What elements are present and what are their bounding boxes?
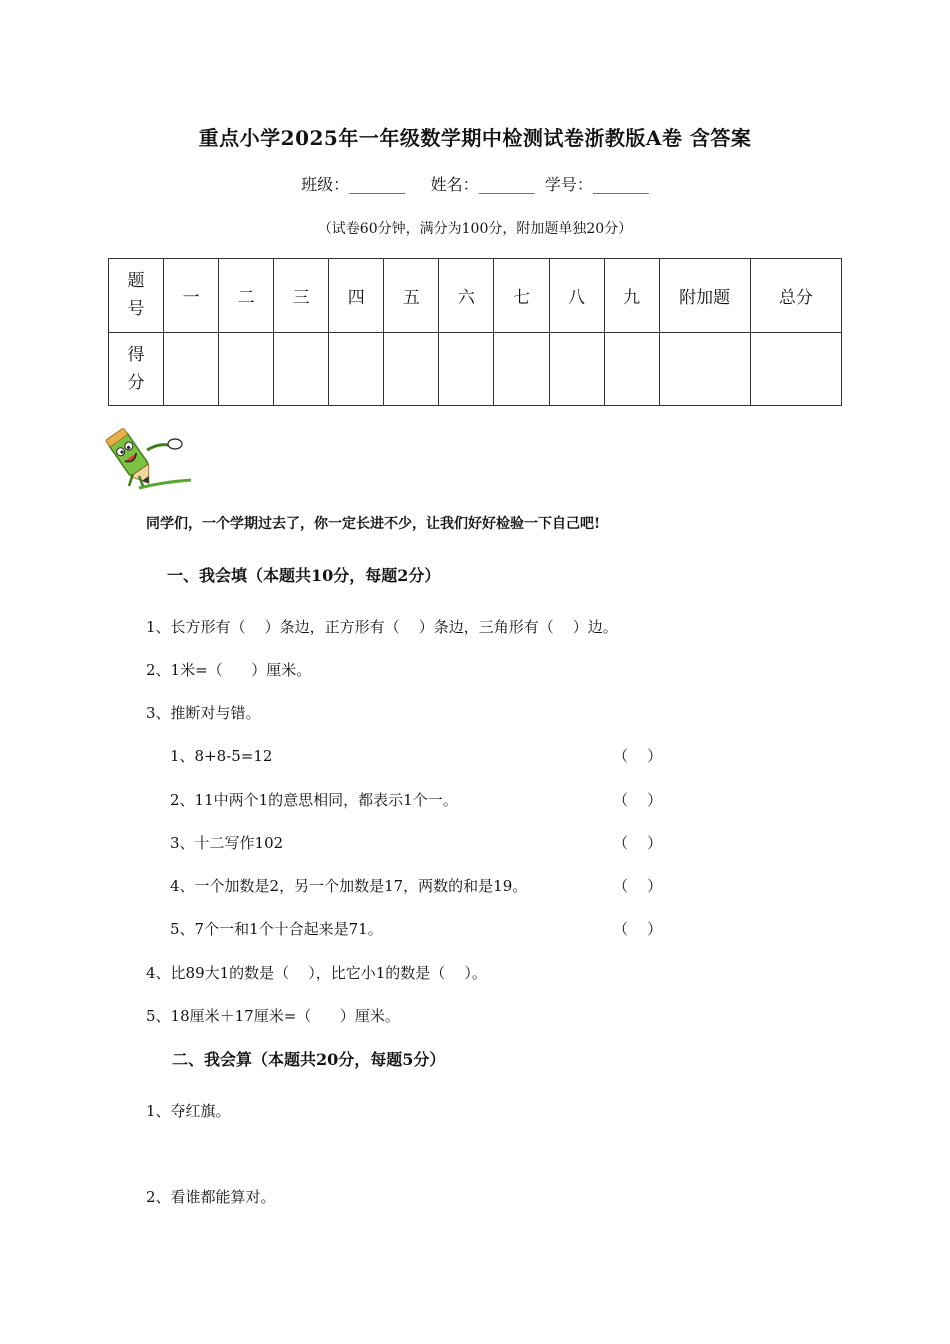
score-table-column-header: 三 — [274, 259, 329, 333]
id-label: 学号： — [544, 175, 593, 194]
score-table-column-header: 总分 — [750, 259, 841, 333]
score-table-column-header: 六 — [439, 259, 494, 333]
name-blank: _______ — [478, 175, 535, 194]
score-table-column-header: 一 — [164, 259, 219, 333]
judge-item-5: 5、7个一和1个十合起来是71。 — [170, 920, 383, 938]
id-blank: _______ — [592, 175, 649, 194]
pencil-mascot-icon — [103, 424, 193, 494]
class-label: 班级： — [301, 175, 350, 194]
question-1-3: 3、推断对与错。 — [146, 704, 261, 722]
intro-text: 同学们，一个学期过去了，你一定长进不少，让我们好好检验一下自己吧! — [146, 516, 601, 532]
score-table-column-header: 二 — [219, 259, 274, 333]
score-table-column-header: 四 — [329, 259, 384, 333]
judge-item-2: 2、11中两个1的意思相同，都表示1个一。 — [170, 791, 458, 809]
score-cell[interactable] — [384, 332, 439, 406]
score-table-row-header: 得分 — [109, 332, 164, 406]
score-table-score-row — [109, 332, 842, 406]
score-cell[interactable] — [164, 332, 219, 406]
question-1-2: 2、1米=（ ）厘米。 — [146, 661, 312, 679]
score-cell[interactable] — [604, 332, 659, 406]
judge-answer-4[interactable]: （ ） — [613, 877, 663, 895]
judge-answer-2[interactable]: （ ） — [613, 791, 663, 809]
judge-answer-3[interactable]: （ ） — [613, 834, 663, 852]
question-1-5: 5、18厘米＋17厘米=（ ）厘米。 — [146, 1007, 400, 1025]
score-table-header-row — [109, 259, 842, 333]
section-1-heading: 一、我会填（本题共10分，每题2分） — [167, 566, 441, 585]
score-cell[interactable] — [439, 332, 494, 406]
question-2-1: 1、夺红旗。 — [146, 1102, 231, 1120]
judge-answer-5[interactable]: （ ） — [613, 920, 663, 938]
score-cell[interactable] — [750, 332, 841, 406]
score-cell[interactable] — [549, 332, 604, 406]
score-cell[interactable] — [274, 332, 329, 406]
score-cell[interactable] — [329, 332, 384, 406]
score-cell[interactable] — [494, 332, 549, 406]
score-cell[interactable] — [219, 332, 274, 406]
question-1-4: 4、比89大1的数是（ ），比它小1的数是（ ）。 — [146, 964, 487, 982]
student-info-line — [0, 172, 950, 195]
name-label: 姓名： — [430, 175, 479, 194]
judge-item-3: 3、十二写作102 — [170, 834, 284, 852]
score-table-column-header: 五 — [384, 259, 439, 333]
score-table-column-header: 附加题 — [659, 259, 750, 333]
question-2-2: 2、看谁都能算对。 — [146, 1188, 276, 1206]
question-1-1: 1、长方形有（ ）条边，正方形有（ ）条边，三角形有（ ）边。 — [146, 618, 618, 636]
score-table-column-header: 九 — [604, 259, 659, 333]
score-table-row-header: 题号 — [109, 259, 164, 333]
class-blank: _______ — [349, 175, 406, 194]
page-title: 重点小学2025年一年级数学期中检测试卷浙教版A卷 含答案 — [198, 126, 752, 150]
exam-note: （试卷60分钟，满分为100分，附加题单独20分） — [317, 221, 633, 237]
judge-answer-1[interactable]: （ ） — [613, 747, 663, 765]
judge-item-4: 4、一个加数是2，另一个加数是17，两数的和是19。 — [170, 877, 528, 895]
judge-item-1: 1、8+8-5=12 — [170, 747, 273, 765]
score-table — [108, 258, 842, 406]
score-table-column-header: 八 — [549, 259, 604, 333]
section-2-heading: 二、我会算（本题共20分，每题5分） — [172, 1050, 446, 1069]
score-table-column-header: 七 — [494, 259, 549, 333]
score-cell[interactable] — [659, 332, 750, 406]
